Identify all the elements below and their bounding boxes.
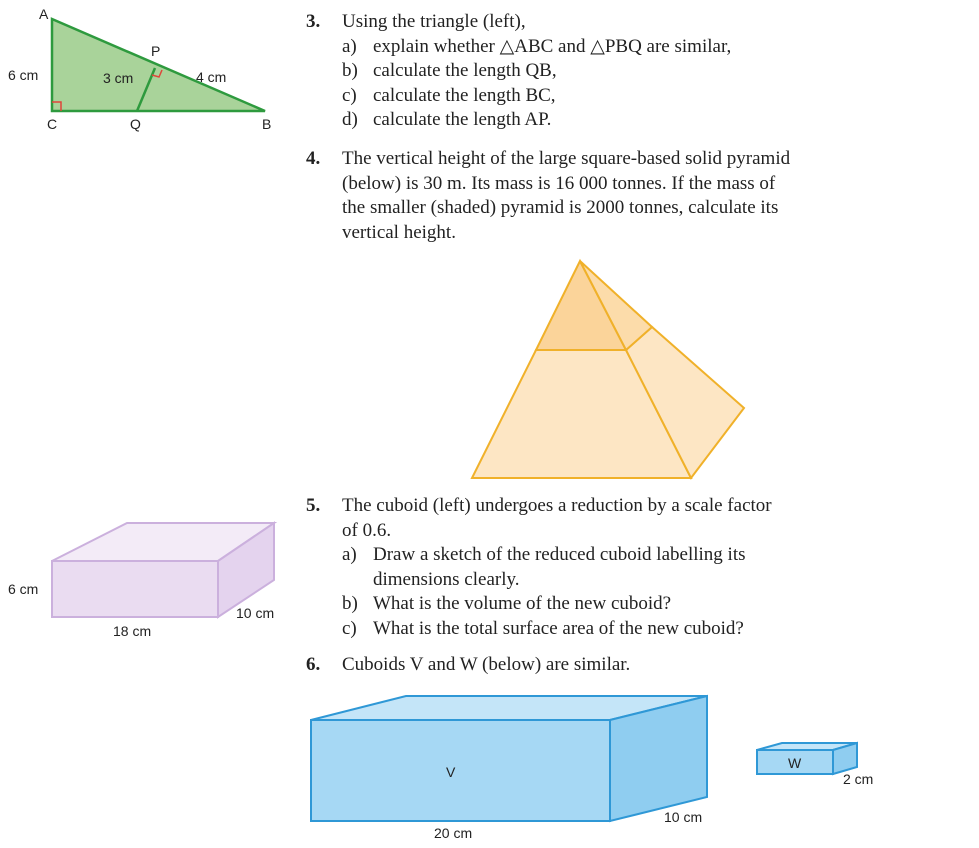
cuboid-v-figure <box>311 696 707 841</box>
question-line: (below) is 30 m. Its mass is 16 000 tonnes. If the mass of <box>342 172 776 194</box>
cuboid-q5-height-label: 6 cm <box>8 581 39 597</box>
question-line: vertical height. <box>342 221 456 243</box>
vertex-a-label: A <box>39 6 49 22</box>
question-stem: Using the triangle (left), <box>342 11 526 32</box>
question-part-b: b) calculate the length QB, <box>342 60 557 81</box>
question-stem: Cuboids V and W (below) are similar. <box>342 654 631 675</box>
cuboid-w-name: W <box>788 755 802 771</box>
question-line: of 0.6. <box>342 519 392 541</box>
cuboid-q5-depth-label: 10 cm <box>236 605 275 621</box>
question-part-d: d) calculate the length AP. <box>342 109 552 130</box>
question-6 <box>306 653 926 678</box>
vertex-q-label: Q <box>130 116 141 132</box>
cuboid-q5-length-label: 18 cm <box>113 623 152 639</box>
question-4 <box>306 147 926 245</box>
question-part-c: c) calculate the length BC, <box>342 84 556 106</box>
question-part-c: c) What is the total surface area of the new cuboid? <box>342 617 744 639</box>
question-line: The cuboid (left) undergoes a reduction by a scale factor <box>342 495 772 516</box>
length-pb-label: 4 cm <box>196 69 227 85</box>
question-number: 6. <box>306 654 321 675</box>
vertex-c-label: C <box>47 116 58 132</box>
cuboid-w-figure <box>757 743 873 787</box>
question-3 <box>306 10 906 133</box>
cuboid-v-length-label: 20 cm <box>434 825 473 841</box>
question-line: The vertical height of the large square-based solid pyramid <box>342 148 791 169</box>
cuboid-w-depth-label: 2 cm <box>843 771 874 787</box>
question-part-a: a) explain whether △ABC and △PBQ are similar, <box>342 35 732 57</box>
question-part-a: a) Draw a sketch of the reduced cuboid labelling its <box>342 544 746 565</box>
similar-triangles-figure <box>8 6 271 132</box>
triangle-abc <box>52 19 265 111</box>
question-number: 4. <box>306 148 321 169</box>
question-number: 3. <box>306 11 321 32</box>
cuboid-v-name: V <box>446 764 456 780</box>
question-part-b: b) What is the volume of the new cuboid? <box>342 593 672 614</box>
question-part-a-continued: dimensions clearly. <box>373 568 520 590</box>
pyramid-figure <box>472 261 744 478</box>
vertex-p-label: P <box>151 43 161 59</box>
vertex-b-label: B <box>262 116 272 132</box>
length-ac-label: 6 cm <box>8 67 39 83</box>
question-number: 5. <box>306 495 321 516</box>
cuboid-v-depth-label: 10 cm <box>664 809 703 825</box>
question-5 <box>306 494 926 641</box>
question-line: the smaller (shaded) pyramid is 2000 tonnes, calculate its <box>342 197 779 218</box>
cuboid-q5-figure <box>8 523 274 639</box>
cuboid-q5-front <box>52 561 218 617</box>
length-pq-label: 3 cm <box>103 70 134 86</box>
cuboid-v-front <box>311 720 610 821</box>
